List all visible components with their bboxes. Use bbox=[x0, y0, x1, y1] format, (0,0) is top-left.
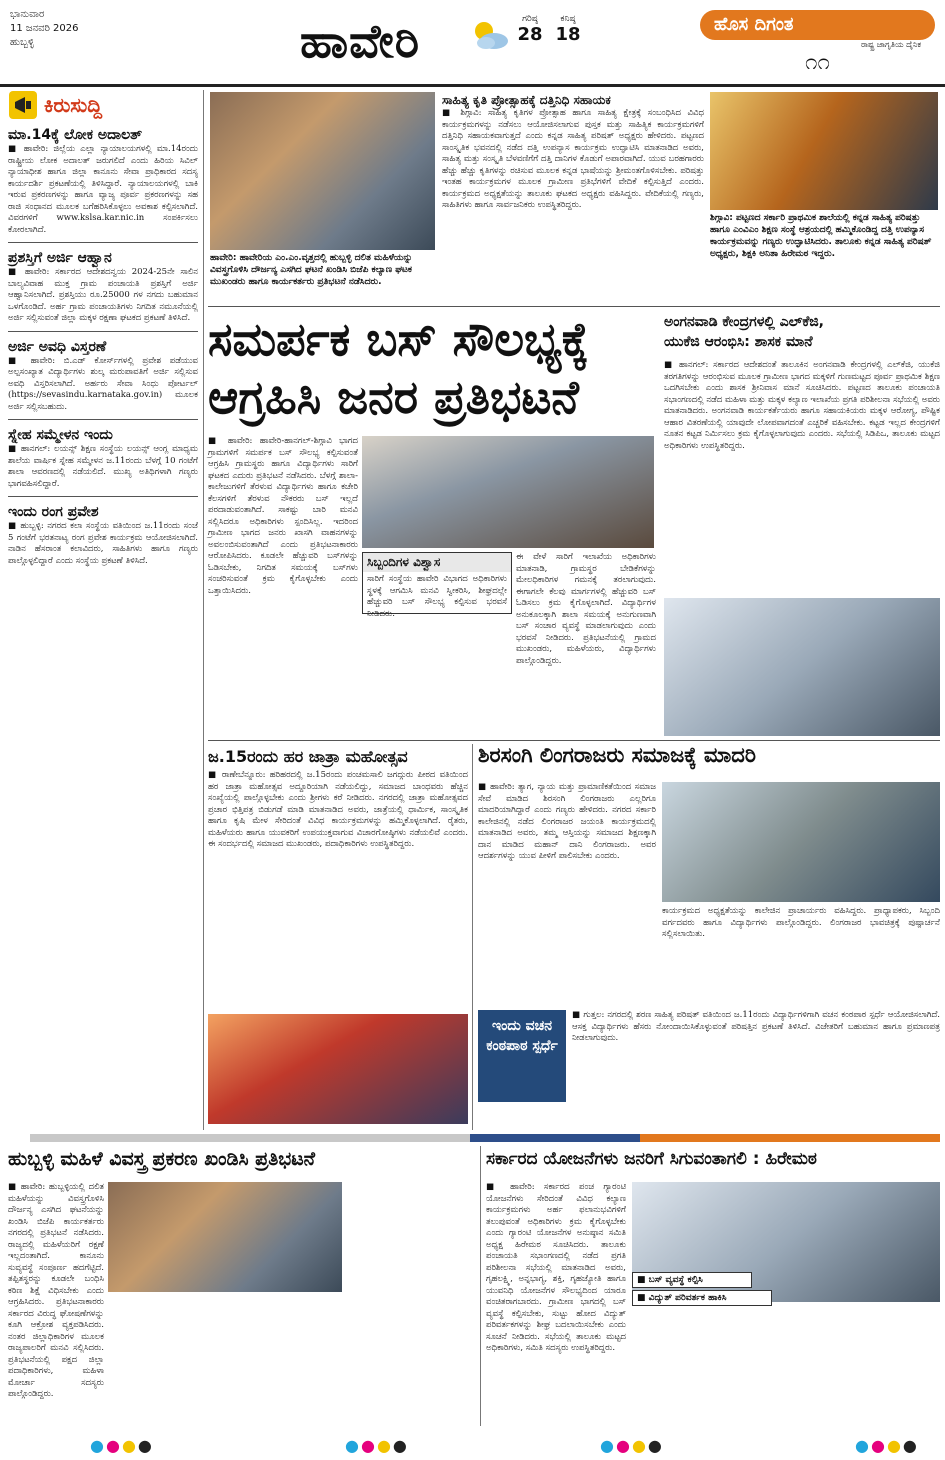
kirusuddi-title: ಕಿರುಸುದ್ದಿ bbox=[44, 93, 103, 117]
column-rule bbox=[480, 1146, 481, 1426]
lingaraj-headline: ಶಿರಸಂಗಿ ಲಿಂಗರಾಜರು ಸಮಾಜಕ್ಕೆ ಮಾದರಿ bbox=[478, 743, 756, 767]
kirusuddi-column bbox=[8, 90, 198, 1130]
main-headline bbox=[208, 310, 658, 432]
partly-cloudy-icon bbox=[470, 18, 510, 52]
kirusuddi-item bbox=[8, 126, 198, 236]
kanthapatha-body: ■ ಗುತ್ತಲ: ನಗರದಲ್ಲಿ ಶರಣ ಸಾಹಿತ್ಯ ಪರಿಷತ್ ವತಿಯಿಂದ ಜ.11ರಂದು ವಿದ್ಯಾರ್ಥಿಗಳಿಗಾಗಿ ವಚನ ಕಂಠಪಾಠ ಸ್ಪರ್ಧೆ ಆಯೋಜಿಸಲಾಗಿದೆ. ಆಸಕ್ತ ವಿದ್ಯಾರ್ಥಿಗಳು ಹೆಸರು ನೋಂದಾಯಿಸಿಕೊಳ್ಳುವಂತೆ ಪರಿಷತ್ತಿನ ಪ್ರಕಟಣೆ ತಿಳಿಸಿದೆ. ವಿಜೇತರಿಗೆ ಬಹುಮಾನ ಹಾಗೂ ಪ್ರಮಾಣಪತ್ರ ನೀಡಲಾಗುವುದು. bbox=[572, 1010, 940, 1043]
lingaraj-body-right: ಕಾರ್ಯಕ್ರಮದ ಅಧ್ಯಕ್ಷತೆಯನ್ನು ಕಾಲೇಜಿನ ಪ್ರಾಚಾರ್ಯರು ವಹಿಸಿದ್ದರು. ಪ್ರಾಧ್ಯಾಪಕರು, ಸಿಬ್ಬಂದಿ ವರ್ಗದವರು ಹಾಗೂ ವಿದ್ಯಾರ್ಥಿಗಳು ಪಾಲ್ಗೊಂಡಿದ್ದರು. ಲಿಂಗರಾಜರ ಭಾವಚಿತ್ರಕ್ಕೆ ಪುಷ್ಪಾರ್ಚನೆ ಸಲ್ಲಿಸಲಾಯಿತು. bbox=[662, 906, 940, 939]
jatra-poster-release-photo bbox=[208, 1014, 468, 1124]
anganwadi-meeting-photo bbox=[664, 598, 940, 736]
kirusuddi-item-body: ■ ಹಾವೇರಿ: ಬಿ.ಎಡ್ ಕೋರ್ಸ್‌ಗಳಲ್ಲಿ ಪ್ರವೇಶ ಪಡೆಯುವ ಅಲ್ಪಸಂಖ್ಯಾತ ವಿದ್ಯಾರ್ಥಿಗಳು ಶುಲ್ಕ ಮರುಪಾವತಿಗೆ ಅರ್ಜಿ ಸಲ್ಲಿಸುವ ಅವಧಿ ವಿಸ್ತರಿಸಲಾಗಿದೆ. ಅರ್ಹರು ಸೇವಾ ಸಿಂಧು ಪೋರ್ಟಲ್ (https://sevasindu.karnataka.gov.in) ಮೂಲಕ ಅರ್ಜಿ ಸಲ್ಲಿಸಬಹುದು. bbox=[8, 355, 198, 412]
weather-max-value: 28 bbox=[517, 24, 543, 45]
registration-dots: ●●●● bbox=[600, 1436, 664, 1455]
kirusuddi-item bbox=[8, 426, 198, 490]
weather-panel bbox=[470, 14, 590, 70]
divider bbox=[8, 496, 198, 497]
protest-photo-havei bbox=[210, 92, 435, 250]
masthead-place: ಹುಬ್ಬಳ್ಳಿ bbox=[10, 37, 35, 48]
main-headline-line1: ಸಮರ್ಪಕ ಬಸ್ ಸೌಲಭ್ಯಕ್ಕೆ bbox=[208, 312, 589, 366]
divider bbox=[8, 331, 198, 332]
hubballi-protest-headline: ಹುಬ್ಬಳ್ಳಿ ಮಹಿಳೆ ವಿವಸ್ತ್ರ ಪ್ರಕರಣ ಖಂಡಿಸಿ ಪ್ರತಿಭಟನೆ bbox=[8, 1148, 315, 1170]
megaphone-icon bbox=[8, 90, 38, 120]
section-bar-middle bbox=[470, 1134, 640, 1142]
registration-dots: ●●●● bbox=[345, 1436, 409, 1455]
transformer-demand-tag: ■ ವಿದ್ಯುತ್ ಪರಿವರ್ತಕ ಹಾಕಿಸಿ bbox=[632, 1290, 772, 1306]
bus-protest-photo bbox=[362, 436, 654, 548]
main-story-body-right: ಈ ವೇಳೆ ಸಾರಿಗೆ ಇಲಾಖೆಯ ಅಧಿಕಾರಿಗಳು ಮಾತನಾಡಿ, ಗ್ರಾಮಸ್ಥರ ಬೇಡಿಕೆಗಳನ್ನು ಮೇಲಧಿಕಾರಿಗಳ ಗಮನಕ್ಕೆ ತರಲಾಗುವುದು. ಈಗಾಗಲೇ ಕೆಲವು ಮಾರ್ಗಗಳಲ್ಲಿ ಹೆಚ್ಚುವರಿ ಬಸ್ ಓಡಿಸಲು ಕ್ರಮ ಕೈಗೊಳ್ಳಲಾಗಿದೆ. ವಿದ್ಯಾರ್ಥಿಗಳ ಅನುಕೂಲಕ್ಕಾಗಿ ಶಾಲಾ ಸಮಯಕ್ಕೆ ಅನುಗುಣವಾಗಿ ಬಸ್ ಸಂಚಾರ ವ್ಯವಸ್ಥೆ ಮಾಡಲಾಗುವುದು ಎಂದು ಭರವಸೆ ನೀಡಿದರು. ಪ್ರತಿಭಟನೆಯಲ್ಲಿ ಗ್ರಾಮದ ಮುಖಂಡರು, ಮಹಿಳೆಯರು, ವಿದ್ಯಾರ್ಥಿಗಳು ಪಾಲ್ಗೊಂಡಿದ್ದರು. bbox=[516, 552, 656, 666]
kirusuddi-item bbox=[8, 249, 198, 325]
kirusuddi-item-head: ಸ್ನೇಹ ಸಮ್ಮೇಳನ ಇಂದು bbox=[8, 427, 113, 443]
jatra-body: ■ ರಾಣೇಬೆನ್ನೂರು: ಹರಿಹರದಲ್ಲಿ ಜ.15ರಂದು ಪಂಚಮಸಾಲಿ ಜಗದ್ಗುರು ಪೀಠದ ವತಿಯಿಂದ ಹರ ಜಾತ್ರಾ ಮಹೋತ್ಸವ ಅದ್ದೂರಿಯಾಗಿ ನಡೆಯಲಿದ್ದು, ಸಮಾಜದ ಬಾಂಧವರು ಹೆಚ್ಚಿನ ಸಂಖ್ಯೆಯಲ್ಲಿ ಪಾಲ್ಗೊಳ್ಳಬೇಕು ಎಂದು ಶ್ರೀಗಳು ಕರೆ ನೀಡಿದರು. ನಗರದಲ್ಲಿ ಜಾತ್ರಾ ಮಹೋತ್ಸವದ ಪ್ರಚಾರ ಭಿತ್ತಿಪತ್ರ ಬಿಡುಗಡೆ ಮಾಡಿ ಮಾತನಾಡಿದ ಅವರು, ಜಾತ್ರೆಯಲ್ಲಿ ಧಾರ್ಮಿಕ, ಸಾಂಸ್ಕೃತಿಕ ಹಾಗೂ ಕೃಷಿ ಮೇಳ ಸೇರಿದಂತೆ ವಿವಿಧ ಕಾರ್ಯಕ್ರಮಗಳನ್ನು ಹಮ್ಮಿಕೊಳ್ಳಲಾಗಿದೆ. ರೈತರು, ಮಹಿಳೆಯರು ಹಾಗೂ ಯುವಕರಿಗೆ ಉಪಯುಕ್ತವಾಗುವ ವಿಚಾರಗೋಷ್ಠಿಗಳು ನಡೆಯಲಿವೆ ಎಂದರು. ಈ ಸಂದರ್ಭದಲ್ಲಿ ಸಮಾಜದ ಮುಖಂಡರು, ಪದಾಧಿಕಾರಿಗಳು ಉಪಸ್ಥಿತರಿದ್ದರು. bbox=[208, 770, 468, 849]
masthead-date: 11 ಜನವರಿ 2026 bbox=[10, 23, 79, 34]
yojane-body: ■ ಹಾವೇರಿ: ಸರ್ಕಾರದ ಪಂಚ ಗ್ಯಾರಂಟಿ ಯೋಜನೆಗಳು ಸೇರಿದಂತೆ ವಿವಿಧ ಕಲ್ಯಾಣ ಕಾರ್ಯಕ್ರಮಗಳು ಅರ್ಹ ಫಲಾನುಭವಿಗಳಿಗೆ ತಲುಪುವಂತೆ ಅಧಿಕಾರಿಗಳು ಕ್ರಮ ಕೈಗೊಳ್ಳಬೇಕು ಎಂದು ಗ್ಯಾರಂಟಿ ಯೋಜನೆಗಳ ಅನುಷ್ಠಾನ ಸಮಿತಿ ಅಧ್ಯಕ್ಷ ಹಿರೇಮಠ ಸೂಚಿಸಿದರು. ತಾಲೂಕು ಪಂಚಾಯತಿ ಸಭಾಂಗಣದಲ್ಲಿ ನಡೆದ ಪ್ರಗತಿ ಪರಿಶೀಲನಾ ಸಭೆಯಲ್ಲಿ ಮಾತನಾಡಿದ ಅವರು, ಗೃಹಲಕ್ಷ್ಮಿ, ಅನ್ನಭಾಗ್ಯ, ಶಕ್ತಿ, ಗೃಹಜ್ಯೋತಿ ಹಾಗೂ ಯುವನಿಧಿ ಯೋಜನೆಗಳ ಸೌಲಭ್ಯದಿಂದ ಯಾರೂ ವಂಚಿತರಾಗಬಾರದು. ಗ್ರಾಮೀಣ ಭಾಗದಲ್ಲಿ ಬಸ್ ವ್ಯವಸ್ಥೆ ಕಲ್ಪಿಸಬೇಕು, ಸುಟ್ಟು ಹೋದ ವಿದ್ಯುತ್ ಪರಿವರ್ತಕಗಳನ್ನು ಶೀಘ್ರ ಬದಲಾಯಿಸಬೇಕು ಎಂದು ಸೂಚನೆ ನೀಡಿದರು. ಸಭೆಯಲ್ಲಿ ತಾಲೂಕು ಮಟ್ಟದ ಅಧಿಕಾರಿಗಳು, ಸಮಿತಿ ಸದಸ್ಯರು ಉಪಸ್ಥಿತರಿದ್ದರು. bbox=[486, 1182, 626, 1353]
page-number: ೧೧ bbox=[805, 50, 830, 75]
anganwadi-body: ■ ಹಾನಗಲ್: ಸರ್ಕಾರದ ಆದೇಶದಂತೆ ತಾಲೂಕಿನ ಅಂಗನವಾಡಿ ಕೇಂದ್ರಗಳಲ್ಲಿ ಎಲ್‌ಕೆಜಿ, ಯುಕೆಜಿ ತರಗತಿಗಳನ್ನು ಆರಂಭಿಸುವ ಮೂಲಕ ಗ್ರಾಮೀಣ ಭಾಗದ ಮಕ್ಕಳಿಗೆ ಗುಣಮಟ್ಟದ ಪೂರ್ವ ಪ್ರಾಥಮಿಕ ಶಿಕ್ಷಣ ಒದಗಿಸಬೇಕು ಎಂದು ಶಾಸಕ ಶ್ರೀನಿವಾಸ ಮಾನೆ ಸೂಚಿಸಿದರು. ಪಟ್ಟಣದ ತಾಲೂಕು ಪಂಚಾಯತಿ ಸಭಾಂಗಣದಲ್ಲಿ ನಡೆದ ಮಹಿಳಾ ಮತ್ತು ಮಕ್ಕಳ ಕಲ್ಯಾಣ ಇಲಾಖೆಯ ಪ್ರಗತಿ ಪರಿಶೀಲನಾ ಸಭೆಯಲ್ಲಿ ಅವರು ಮಾತನಾಡಿದರು. ಅಂಗನವಾಡಿ ಕಾರ್ಯಕರ್ತೆಯರು ಹಾಗೂ ಸಹಾಯಕಿಯರು ಮಕ್ಕಳ ಆರೋಗ್ಯ, ಪೌಷ್ಟಿಕ ಆಹಾರ ವಿತರಣೆಯಲ್ಲಿ ಯಾವುದೇ ಲೋಪವಾಗದಂತೆ ಎಚ್ಚರಿಕೆ ವಹಿಸಬೇಕು. ಕಟ್ಟಡ ಇಲ್ಲದ ಕೇಂದ್ರಗಳಿಗೆ ನೂತನ ಕಟ್ಟಡ ನಿರ್ಮಿಸಲು ಕ್ರಮ ಕೈಗೊಳ್ಳಲಾಗುವುದು ಎಂದರು. ಸಭೆಯಲ್ಲಿ ಸಿಡಿಪಿಒ, ತಾಲೂಕು ಮಟ್ಟದ ಅಧಿಕಾರಿಗಳು ಉಪಸ್ಥಿತರಿದ್ದರು. bbox=[664, 360, 940, 451]
staff-inset-title: ಸಿಬ್ಬಂದಿಗಳ ವಿಶ್ವಾಸ bbox=[363, 553, 511, 572]
main-headline-line2: ಆಗ್ರಹಿಸಿ ಜನರ ಪ್ರತಿಭಟನೆ bbox=[208, 370, 579, 424]
registration-dots: ●●●● bbox=[90, 1436, 154, 1455]
divider bbox=[8, 419, 198, 420]
kirusuddi-item-head: ಇಂದು ರಂಗ ಪ್ರವೇಶ bbox=[8, 504, 99, 520]
main-story-body-left: ■ ಹಾವೇರಿ: ಹಾವೇರಿ-ಹಾನಗಲ್-ಶಿಗ್ಗಾವಿ ಭಾಗದ ಗ್ರಾಮಗಳಿಗೆ ಸಮರ್ಪಕ ಬಸ್ ಸೌಲಭ್ಯ ಕಲ್ಪಿಸುವಂತೆ ಆಗ್ರಹಿಸಿ ಗ್ರಾಮಸ್ಥರು ಹಾಗೂ ವಿದ್ಯಾರ್ಥಿಗಳು ಸಾರಿಗೆ ಘಟಕದ ಎದುರು ಪ್ರತಿಭಟನೆ ನಡೆಸಿದರು. ಬೆಳಗ್ಗೆ ಶಾಲಾ-ಕಾಲೇಜುಗಳಿಗೆ ತೆರಳುವ ವಿದ್ಯಾರ್ಥಿಗಳು ಹಾಗೂ ಕಚೇರಿ ಕೆಲಸಗಳಿಗೆ ತೆರಳುವ ನೌಕರರು ಬಸ್ ಇಲ್ಲದೆ ಪರದಾಡುವಂತಾಗಿದೆ. ಸಾಕಷ್ಟು ಬಾರಿ ಮನವಿ ಸಲ್ಲಿಸಿದರೂ ಅಧಿಕಾರಿಗಳು ಸ್ಪಂದಿಸಿಲ್ಲ. ಇದರಿಂದ ಗ್ರಾಮೀಣ ಭಾಗದ ಜನರು ಖಾಸಗಿ ವಾಹನಗಳನ್ನು ಅವಲಂಬಿಸುವಂತಾಗಿದೆ ಎಂದು ಪ್ರತಿಭಟನಾಕಾರರು ಆರೋಪಿಸಿದರು. ಕೂಡಲೇ ಹೆಚ್ಚುವರಿ ಬಸ್‌ಗಳನ್ನು ಓಡಿಸಬೇಕು, ನಿಗದಿತ ಸಮಯಕ್ಕೆ ಬಸ್‌ಗಳು ಸಂಚರಿಸುವಂತೆ ಕ್ರಮ ಕೈಗೊಳ್ಳಬೇಕು ಎಂದು ಒತ್ತಾಯಿಸಿದರು. bbox=[208, 436, 358, 596]
masthead-rule bbox=[0, 84, 945, 87]
hubballi-protest-photo bbox=[108, 1182, 342, 1292]
jatra-headline: ಜ.15ರಂದು ಹರ ಜಾತ್ರಾ ಮಹೋತ್ಸವ bbox=[208, 747, 408, 766]
kirusuddi-item-head: ಮಾ.14ಕ್ಕೆ ಲೋಕ ಅದಾಲತ್ bbox=[8, 127, 143, 143]
kirusuddi-item-body: ■ ಹುಬ್ಬಳ್ಳಿ: ನಗರದ ಕಲಾ ಸಂಸ್ಥೆಯ ವತಿಯಿಂದ ಜ.11ರಂದು ಸಂಜೆ 5 ಗಂಟೆಗೆ ಭರತನಾಟ್ಯ ರಂಗ ಪ್ರವೇಶ ಕಾರ್ಯಕ್ರಮ ಆಯೋಜಿಸಲಾಗಿದೆ. ನಾಡಿನ ಹೆಸರಾಂತ ಕಲಾವಿದರು, ಸಾಹಿತಿಗಳು ಹಾಗೂ ಗಣ್ಯರು ಪಾಲ್ಗೊಳ್ಳಲಿದ್ದಾರೆ ಎಂದು ಸಂಸ್ಥೆಯ ಪ್ರಕಟಣೆ ತಿಳಿಸಿದೆ. bbox=[8, 521, 198, 566]
kirusuddi-item-body: ■ ಹಾವೇರಿ: ಸರ್ಕಾರದ ಆದೇಶದನ್ವಯ 2024-25ನೇ ಸಾಲಿನ ಬಾಲ್ಯವಿವಾಹ ಮುಕ್ತ ಗ್ರಾಮ ಪಂಚಾಯತಿ ಪ್ರಶಸ್ತಿಗೆ ಅರ್ಜಿ ಆಹ್ವಾನಿಸಲಾಗಿದೆ. ಪ್ರಶಸ್ತಿಯು ರೂ.25000 ಗಳ ನಗದು ಬಹುಮಾನ ಒಳಗೊಂಡಿದೆ. ಅರ್ಹ ಗ್ರಾಮ ಪಂಚಾಯತಿಗಳು ನಿಗದಿತ ನಮೂನೆಯಲ್ಲಿ ಅರ್ಜಿ ಸಲ್ಲಿಸುವಂತೆ ಜಿಲ್ಲಾ ಮಕ್ಕಳ ರಕ್ಷಣಾ ಘಟಕದ ಪ್ರಕಟಣೆ ತಿಳಿಸಿದೆ. bbox=[8, 267, 198, 323]
section-divider bbox=[208, 306, 940, 307]
brand-name: ಹೊಸ ದಿಗಂತ bbox=[700, 10, 935, 40]
bus-demand-tag: ■ ಬಸ್ ವ್ಯವಸ್ಥೆ ಕಲ್ಪಿಸಿ bbox=[632, 1272, 752, 1288]
section-bar-right bbox=[640, 1134, 940, 1142]
brand-tagline: ರಾಷ್ಟ್ರ ಜಾಗೃತಿಯ ದೈನಿಕ bbox=[860, 40, 921, 49]
yojane-headline: ಸರ್ಕಾರದ ಯೋಜನೆಗಳು ಜನರಿಗೆ ಸಿಗುವಂತಾಗಲಿ : ಹಿರೇಮಠ bbox=[486, 1149, 817, 1169]
protest-photo-caption: ಹಾವೇರಿ: ಹಾವೇರಿಯ ಎಂ.ಎಂ.ವೃತ್ತದಲ್ಲಿ ಹುಬ್ಬಳ್ಳಿ ದಲಿತ ಮಹಿಳೆಯನ್ನು ವಿವಸ್ತ್ರಗೊಳಿಸಿ ದೌರ್ಜನ್ಯ ಎಸಗಿದ ಘಟನೆ ಖಂಡಿಸಿ ಬಿಜೆಪಿ ಕಲ್ಯಾಣ ಘಟಕ ಮುಖಂಡರು ಹಾಗೂ ಕಾರ್ಯಕರ್ತರು ಪ್ರತಿಭಟನೆ ನಡೆಸಿದರು. bbox=[210, 253, 413, 287]
sahitya-story bbox=[442, 92, 704, 302]
masthead-day: ಭಾನುವಾರ bbox=[10, 9, 45, 20]
lingaraj-body-left: ■ ಹಾವೇರಿ: ತ್ಯಾಗ, ನ್ಯಾಯ ಮತ್ತು ಪ್ರಾಮಾಣಿಕತೆಯಿಂದ ಸಮಾಜ ಸೇವೆ ಮಾಡಿದ ಶಿರಸಂಗಿ ಲಿಂಗರಾಜರು ಎಲ್ಲರಿಗೂ ಮಾದರಿಯಾಗಿದ್ದಾರೆ ಎಂದು ಗಣ್ಯರು ಹೇಳಿದರು. ನಗರದ ಸರ್ಕಾರಿ ಕಾಲೇಜಿನಲ್ಲಿ ನಡೆದ ಲಿಂಗರಾಜರ ಜಯಂತಿ ಕಾರ್ಯಕ್ರಮದಲ್ಲಿ ಮಾತನಾಡಿದ ಅವರು, ತಮ್ಮ ಆಸ್ತಿಯನ್ನು ಸಮಾಜದ ಶಿಕ್ಷಣಕ್ಕಾಗಿ ದಾನ ಮಾಡಿದ ಮಹಾನ್ ದಾನಿ ಲಿಂಗರಾಜರು. ಅವರ ಆದರ್ಶಗಳನ್ನು ಯುವ ಪೀಳಿಗೆ ಪಾಲಿಸಬೇಕು ಎಂದರು. bbox=[478, 782, 656, 861]
weather-min-label: ಕನಿಷ್ಠ bbox=[560, 14, 576, 24]
kirusuddi-item bbox=[8, 503, 198, 567]
kirusuddi-header bbox=[8, 90, 198, 120]
section-divider bbox=[208, 740, 940, 741]
weather-max-label: ಗರಿಷ್ಠ bbox=[522, 14, 538, 24]
column-rule bbox=[472, 744, 473, 1130]
staff-inset-box bbox=[362, 552, 512, 619]
brand-logo bbox=[700, 10, 935, 75]
divider bbox=[8, 242, 198, 243]
column-rule bbox=[203, 90, 204, 1130]
lingaraj-event-photo bbox=[662, 782, 940, 902]
anganwadi-headline-line1: ಅಂಗನವಾಡಿ ಕೇಂದ್ರಗಳಲ್ಲಿ ಎಲ್‌ಕೆಜಿ, bbox=[664, 314, 824, 330]
sahitya-body: ■ ಶಿಗ್ಗಾವಿ: ಸಾಹಿತ್ಯ ಕೃತಿಗಳ ಪ್ರೋತ್ಸಾಹ ಹಾಗೂ ಸಾಹಿತ್ಯ ಕ್ಷೇತ್ರಕ್ಕೆ ಸಂಬಂಧಿಸಿದ ವಿವಿಧ ಕಾರ್ಯಕ್ರಮಗಳನ್ನು ನಡೆಸಲು ಆಯೋಜಿಸಲಾಗುವ ಪುಸ್ತಕ ಮತ್ತು ಸಾಹಿತ್ಯಿಕ ಕಾರ್ಯಕ್ರಮಗಳಿಗೆ ದತ್ತಿನಿಧಿ ಸಹಾಯಕವಾಗುತ್ತದೆ ಎಂದು ಕನ್ನಡ ಸಾಹಿತ್ಯ ಪರಿಷತ್ ಅಧ್ಯಕ್ಷರು ಹೇಳಿದರು. ಪಟ್ಟಣದ ಸಾಂಸ್ಕೃತಿಕ ಭವನದಲ್ಲಿ ನಡೆದ ದತ್ತಿ ಉಪನ್ಯಾಸ ಕಾರ್ಯಕ್ರಮ ಉದ್ಘಾಟಿಸಿ ಮಾತನಾಡಿದ ಅವರು, ಸಾಹಿತ್ಯ ಮತ್ತು ಸಂಸ್ಕೃತಿ ಬೆಳವಣಿಗೆಗೆ ದತ್ತಿ ದಾನಿಗಳ ಕೊಡುಗೆ ಅಪಾರವಾಗಿದೆ. ಯುವ ಬರಹಗಾರರು ಹೆಚ್ಚು ಹೆಚ್ಚು ಕೃತಿಗಳನ್ನು ರಚಿಸುವ ಮೂಲಕ ಕನ್ನಡ ಭಾಷೆಯನ್ನು ಶ್ರೀಮಂತಗೊಳಿಸಬೇಕು. ಪರಿಷತ್ತು ಇಂತಹ ಕಾರ್ಯಕ್ರಮಗಳ ಮೂಲಕ ಗ್ರಾಮೀಣ ಪ್ರತಿಭೆಗಳಿಗೆ ವೇದಿಕೆ ಕಲ್ಪಿಸುತ್ತಿದೆ ಎಂದರು. ಕಾರ್ಯಕ್ರಮದ ಅಧ್ಯಕ್ಷತೆಯನ್ನು ತಾಲೂಕು ಘಟಕದ ಅಧ್ಯಕ್ಷರು ವಹಿಸಿದ್ದರು. ವೇದಿಕೆಯಲ್ಲಿ ಗಣ್ಯರು, ಸಾಹಿತಿಗಳು ಹಾಗೂ ಸಾರ್ವಜನಿಕರು ಉಪಸ್ಥಿತರಿದ್ದರು. bbox=[442, 108, 704, 210]
sahitya-headline: ಸಾಹಿತ್ಯ ಕೃತಿ ಪ್ರೋತ್ಸಾಹಕ್ಕೆ ದತ್ತಿನಿಧಿ ಸಹಾಯಕ bbox=[442, 93, 611, 107]
kirusuddi-item bbox=[8, 338, 198, 414]
masthead-dateline bbox=[10, 8, 150, 68]
kirusuddi-item-body: ■ ಹಾವೇರಿ: ಜಿಲ್ಲೆಯ ಎಲ್ಲಾ ನ್ಯಾಯಾಲಯಗಳಲ್ಲಿ ಮಾ.14ರಂದು ರಾಷ್ಟ್ರೀಯ ಲೋಕ ಅದಾಲತ್ ಜರುಗಲಿದೆ ಎಂದು ಹಿರಿಯ ಸಿವಿಲ್ ನ್ಯಾಯಾಧೀಶ ಹಾಗೂ ಜಿಲ್ಲಾ ಕಾನೂನು ಸೇವಾ ಪ್ರಾಧಿಕಾರದ ಸದಸ್ಯ ಕಾರ್ಯದರ್ಶಿ ಪ್ರಕಟಣೆಯಲ್ಲಿ ತಿಳಿಸಿದ್ದಾರೆ. ನ್ಯಾಯಾಲಯಗಳಲ್ಲಿ ಬಾಕಿ ಇರುವ ಪ್ರಕರಣಗಳನ್ನು ಹಾಗೂ ವ್ಯಾಜ್ಯ ಪೂರ್ವ ಪ್ರಕರಣಗಳನ್ನು ಸಹ ರಾಜಿ ಸಂಧಾನದ ಮೂಲಕ ಬಗೆಹರಿಸಿಕೊಳ್ಳಲು ಅವಕಾಶ ಕಲ್ಪಿಸಲಾಗಿದೆ. ವಿವರಗಳಿಗೆ www.kslsa.kar.nic.in ಸಂಪರ್ಕಿಸಲು ಕೋರಲಾಗಿದೆ. bbox=[8, 144, 198, 235]
city-title: ಹಾವೇರಿ bbox=[300, 14, 421, 68]
datti-event-caption: ಶಿಗ್ಗಾವಿ: ಪಟ್ಟಣದ ಸರ್ಕಾರಿ ಪ್ರಾಥಮಿಕ ಶಾಲೆಯಲ್ಲಿ ಕನ್ನಡ ಸಾಹಿತ್ಯ ಪರಿಷತ್ತು ಹಾಗೂ ಎಂವಿಎಂ ಶಿಕ್ಷಣ ಸಂಸ್ಥೆ ಆಶ್ರಯದಲ್ಲಿ ಹಮ್ಮಿಕೊಂಡಿದ್ದ ದತ್ತಿ ಉಪನ್ಯಾಸ ಕಾರ್ಯಕ್ರಮವನ್ನು ಗಣ್ಯರು ಉದ್ಘಾಟಿಸಿದರು. ತಾಲೂಕು ಕನ್ನಡ ಸಾಹಿತ್ಯ ಪರಿಷತ್ ಅಧ್ಯಕ್ಷರು, ಶಿಕ್ಷಕಿ ಅನಿತಾ ಹಿರೇಮಠ ಇದ್ದರು. bbox=[710, 213, 932, 259]
kanthapatha-label-box: ಇಂದು ವಚನ ಕಂಠಪಾಠ ಸ್ಪರ್ಧೆ bbox=[478, 1010, 566, 1102]
hubballi-protest-body: ■ ಹಾವೇರಿ: ಹುಬ್ಬಳ್ಳಿಯಲ್ಲಿ ದಲಿತ ಮಹಿಳೆಯನ್ನು ವಿವಸ್ತ್ರಗೊಳಿಸಿ ದೌರ್ಜನ್ಯ ಎಸಗಿದ ಘಟನೆಯನ್ನು ಖಂಡಿಸಿ ಬಿಜೆಪಿ ಕಾರ್ಯಕರ್ತರು ನಗರದಲ್ಲಿ ಪ್ರತಿಭಟನೆ ನಡೆಸಿದರು. ರಾಜ್ಯದಲ್ಲಿ ಮಹಿಳೆಯರಿಗೆ ರಕ್ಷಣೆ ಇಲ್ಲದಂತಾಗಿದೆ. ಕಾನೂನು ಸುವ್ಯವಸ್ಥೆ ಸಂಪೂರ್ಣ ಹದಗೆಟ್ಟಿದೆ. ತಪ್ಪಿತಸ್ಥರನ್ನು ಕೂಡಲೇ ಬಂಧಿಸಿ ಕಠಿಣ ಶಿಕ್ಷೆ ವಿಧಿಸಬೇಕು ಎಂದು ಆಗ್ರಹಿಸಿದರು. ಪ್ರತಿಭಟನಾಕಾರರು ಸರ್ಕಾರದ ವಿರುದ್ಧ ಘೋಷಣೆಗಳನ್ನು ಕೂಗಿ ಆಕ್ರೋಶ ವ್ಯಕ್ತಪಡಿಸಿದರು. ನಂತರ ಜಿಲ್ಲಾಧಿಕಾರಿಗಳ ಮೂಲಕ ರಾಜ್ಯಪಾಲರಿಗೆ ಮನವಿ ಸಲ್ಲಿಸಿದರು. ಪ್ರತಿಭಟನೆಯಲ್ಲಿ ಪಕ್ಷದ ಜಿಲ್ಲಾ ಪದಾಧಿಕಾರಿಗಳು, ಮಹಿಳಾ ಮೋರ್ಚಾ ಸದಸ್ಯರು ಪಾಲ್ಗೊಂಡಿದ್ದರು. bbox=[8, 1182, 104, 1399]
jatra-story bbox=[208, 744, 468, 1130]
kirusuddi-item-body: ■ ಹಾನಗಲ್: ಲಯನ್ಸ್ ಶಿಕ್ಷಣ ಸಂಸ್ಥೆಯ ಲಯನ್ಸ್ ಆಂಗ್ಲ ಮಾಧ್ಯಮ ಶಾಲೆಯ ವಾರ್ಷಿಕ ಸ್ನೇಹ ಸಮ್ಮೇಳನ ಜ.11ರಂದು ಬೆಳಗ್ಗೆ 10 ಗಂಟೆಗೆ ಶಾಲಾ ಆವರಣದಲ್ಲಿ ನಡೆಯಲಿದೆ. ಮುಖ್ಯ ಅತಿಥಿಗಳಾಗಿ ಗಣ್ಯರು ಭಾಗವಹಿಸಲಿದ್ದಾರೆ. bbox=[8, 444, 198, 489]
section-bar-left bbox=[30, 1134, 470, 1142]
datti-event-photo bbox=[710, 92, 938, 210]
weather-min-value: 18 bbox=[555, 24, 581, 45]
staff-inset-body: ಸಾರಿಗೆ ಸಂಸ್ಥೆಯ ಹಾವೇರಿ ವಿಭಾಗದ ಅಧಿಕಾರಿಗಳು ಸ್ಥಳಕ್ಕೆ ಆಗಮಿಸಿ ಮನವಿ ಸ್ವೀಕರಿಸಿ, ಶೀಘ್ರದಲ್ಲೇ ಹೆಚ್ಚುವರಿ ಬಸ್ ಸೌಲಭ್ಯ ಕಲ್ಪಿಸುವ ಭರವಸೆ ನೀಡಿದರು. bbox=[367, 574, 507, 619]
kirusuddi-item-head: ಅರ್ಜಿ ಅವಧಿ ವಿಸ್ತರಣೆ bbox=[8, 338, 107, 355]
anganwadi-headline-line2: ಯುಕೆಜಿ ಆರಂಭಿಸಿ: ಶಾಸಕ ಮಾನೆ bbox=[664, 334, 813, 350]
registration-dots: ●●●● bbox=[855, 1436, 919, 1455]
kirusuddi-item-head: ಪ್ರಶಸ್ತಿಗೆ ಅರ್ಜಿ ಆಹ್ವಾನ bbox=[8, 250, 112, 266]
